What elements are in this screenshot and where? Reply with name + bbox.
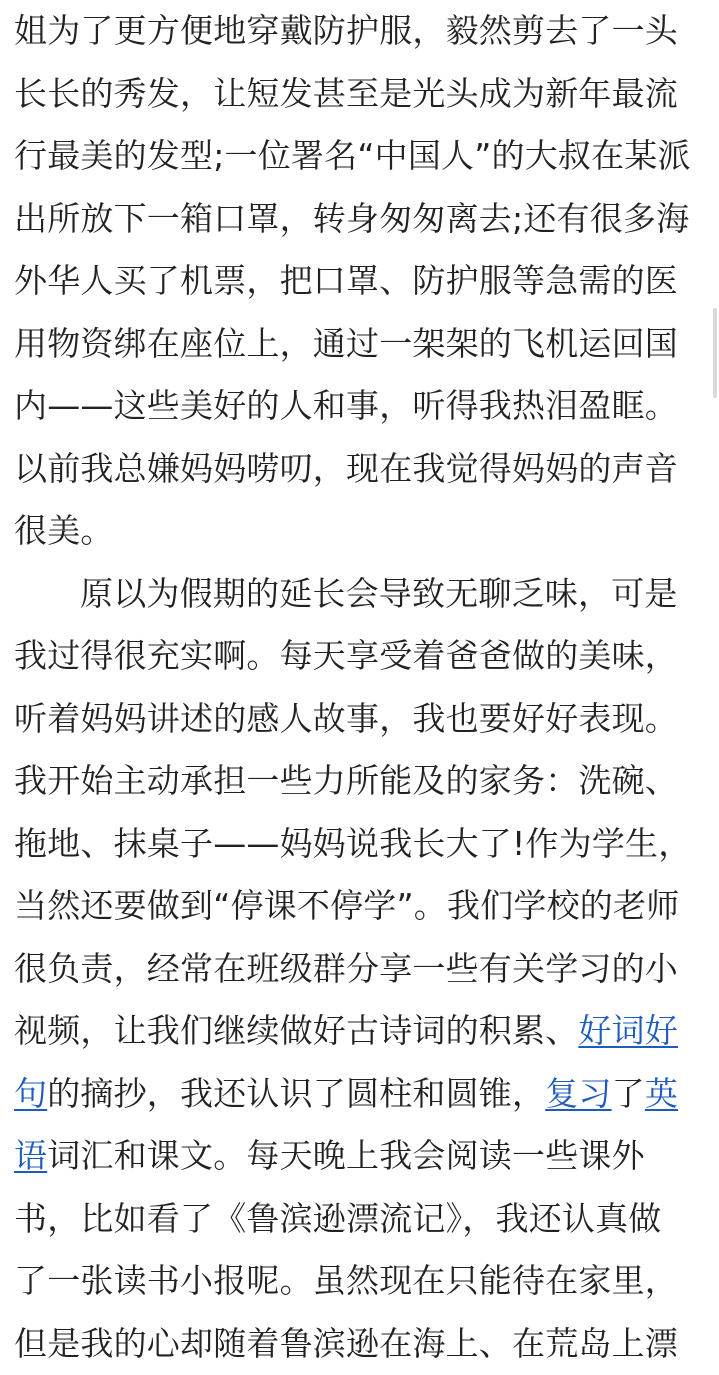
text-line: 但是我的心却随着鲁滨逊在海上、在荒岛上漂: [0, 1313, 719, 1375]
link-review[interactable]: 复习: [545, 1074, 611, 1113]
text-line: 用物资绑在座位上，通过一架架的飞机运回国: [0, 313, 719, 376]
text-segment: 词汇和课文。每天晚上我会阅读一些课外: [47, 1136, 645, 1175]
text-line: 出所放下一箱口罩，转身匆匆离去;还有很多海: [0, 188, 719, 251]
text-segment: 视频，让我们继续做好古诗词的积累、: [14, 1011, 578, 1050]
text-line: 行最美的发型;一位署名“中国人”的大叔在某派: [0, 125, 719, 188]
link-english-cont[interactable]: 语: [14, 1136, 47, 1175]
text-line: 我过得很充实啊。每天享受着爸爸做的美味，: [0, 625, 719, 688]
scrollbar-thumb[interactable]: [713, 308, 717, 398]
text-line: [0, 1000, 719, 1063]
text-line: 姐为了更方便地穿戴防护服，毅然剪去了一头: [0, 0, 719, 63]
text-segment: 的摘抄，我还认识了圆柱和圆锥，: [47, 1074, 545, 1113]
text-line: 我开始主动承担一些力所能及的家务：洗碗、: [0, 750, 719, 813]
text-line: 书，比如看了《鲁滨逊漂流记》，我还认真做: [0, 1188, 719, 1251]
paragraph-2: [0, 563, 719, 1375]
text-line: 当然还要做到“停课不停学”。我们学校的老师: [0, 875, 719, 938]
text-line: 原以为假期的延长会导致无聊乏味，可是: [0, 563, 719, 626]
text-line: 了一张读书小报呢。虽然现在只能待在家里，: [0, 1250, 719, 1313]
text-line: [0, 1063, 719, 1126]
text-segment: 了: [612, 1074, 645, 1113]
text-line: 很美。: [0, 500, 719, 563]
text-line: [0, 1125, 719, 1188]
text-line: 外华人买了机票，把口罩、防护服等急需的医: [0, 250, 719, 313]
text-line: 拖地、抹桌子——妈妈说我长大了!作为学生，: [0, 813, 719, 876]
text-line: 长长的秀发，让短发甚至是光头成为新年最流: [0, 63, 719, 126]
text-line: 以前我总嫌妈妈唠叨，现在我觉得妈妈的声音: [0, 438, 719, 501]
link-english[interactable]: 英: [645, 1074, 678, 1113]
link-good-words[interactable]: 好词好: [578, 1011, 678, 1050]
paragraph-1: [0, 0, 719, 563]
text-line: 很负责，经常在班级群分享一些有关学习的小: [0, 938, 719, 1001]
link-good-words-cont[interactable]: 句: [14, 1074, 47, 1113]
text-line: 内——这些美好的人和事，听得我热泪盈眶。: [0, 375, 719, 438]
text-line: 听着妈妈讲述的感人故事，我也要好好表现。: [0, 688, 719, 751]
